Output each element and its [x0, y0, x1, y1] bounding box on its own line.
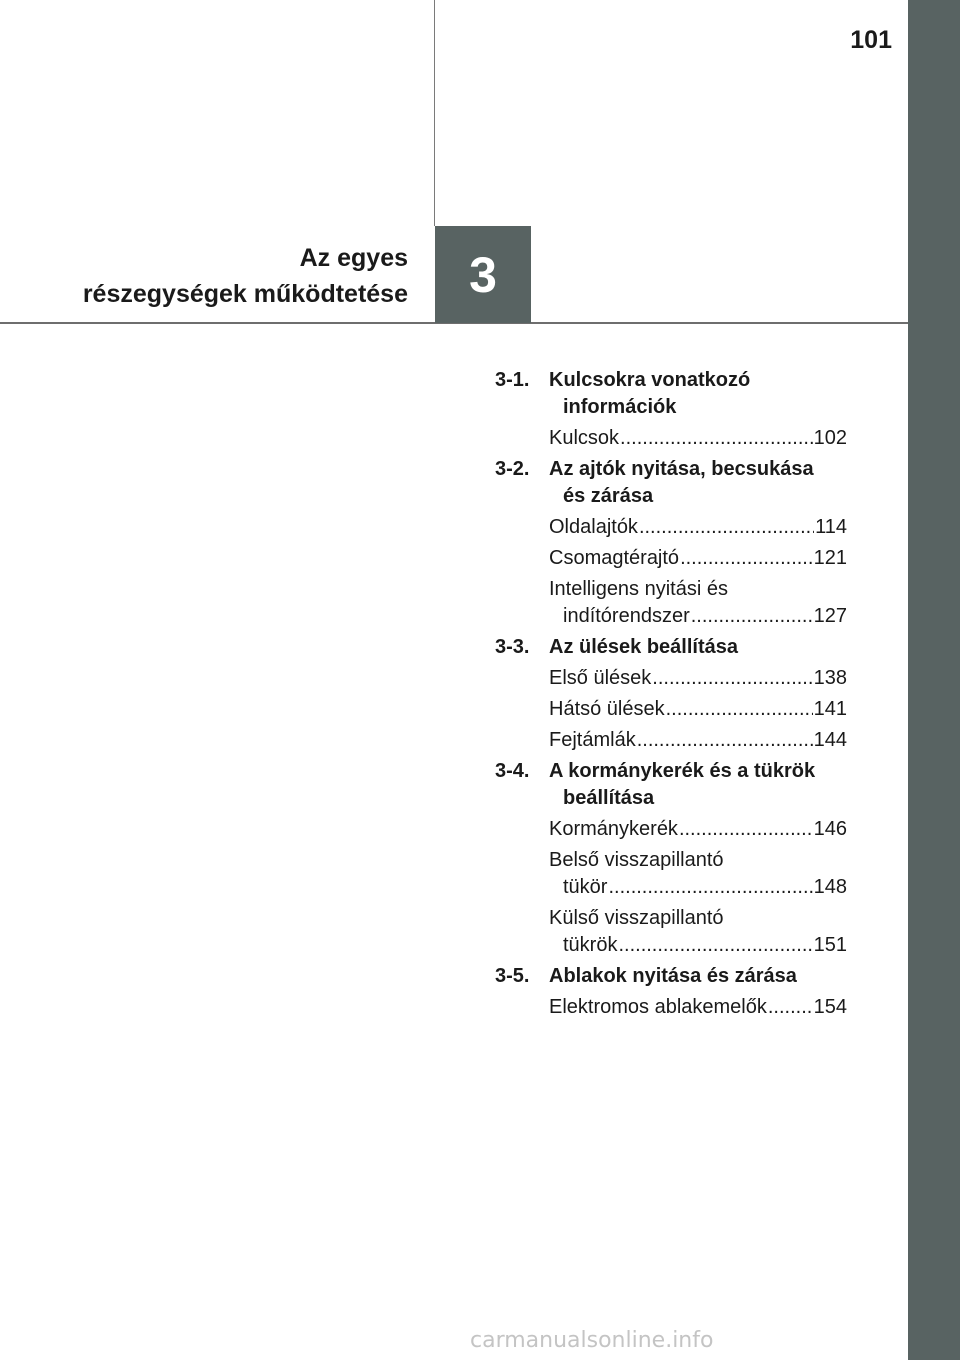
- toc-entry-page: 148: [813, 876, 847, 898]
- chapter-number-badge: 3: [435, 226, 531, 323]
- toc-entry-label: tükrök: [563, 934, 618, 956]
- toc-section-heading[interactable]: [495, 456, 847, 510]
- toc-section: [495, 456, 847, 630]
- toc-leader-dots: [620, 425, 813, 452]
- toc-section-title: Az ülések beállítása: [549, 636, 738, 658]
- toc-entry[interactable]: [495, 994, 847, 1021]
- toc-entry-label: Kormánykerék: [549, 818, 678, 840]
- toc-section: [495, 963, 847, 1021]
- toc-entry-page: 114: [815, 516, 847, 538]
- toc-entry[interactable]: [495, 545, 847, 572]
- page-number: 101: [850, 26, 892, 54]
- toc-leader-dots: [691, 603, 813, 630]
- toc-leader-dots: [637, 727, 813, 754]
- toc-leader-dots: [679, 816, 813, 843]
- toc-section-number: 3-2.: [495, 458, 530, 480]
- toc-section-title: Ablakok nyitása és zárása: [549, 965, 797, 987]
- toc-section: [495, 758, 847, 959]
- toc-entry-label-first-line: Intelligens nyitási és: [549, 578, 728, 600]
- toc-entry-label: Első ülések: [549, 667, 652, 689]
- header-divider-vertical: [434, 0, 435, 226]
- watermark: carmanualsonline.info: [470, 1328, 714, 1353]
- toc-entry[interactable]: [495, 905, 847, 959]
- toc-entry-label-first-line: Külső visszapillantó: [549, 907, 724, 929]
- toc-entry[interactable]: [495, 847, 847, 901]
- toc-entry-label: Csomagtérajtó: [549, 547, 680, 569]
- toc-entry-label: Hátsó ülések: [549, 698, 665, 720]
- table-of-contents: [495, 367, 847, 1025]
- toc-entry-page: 121: [813, 547, 847, 569]
- toc-leader-dots: [666, 696, 813, 723]
- toc-entry-page: 151: [813, 934, 847, 956]
- toc-leader-dots: [608, 874, 812, 901]
- toc-section-number: 3-5.: [495, 965, 530, 987]
- toc-entry[interactable]: [495, 816, 847, 843]
- toc-section-number: 3-3.: [495, 636, 530, 658]
- toc-entry-page: 154: [813, 996, 847, 1018]
- toc-leader-dots: [618, 932, 812, 959]
- toc-leader-dots: [652, 665, 812, 692]
- toc-entry[interactable]: [495, 514, 847, 541]
- toc-entry[interactable]: [495, 425, 847, 452]
- toc-section: [495, 367, 847, 452]
- chapter-title-line-2: részegységek működtetése: [82, 280, 408, 308]
- toc-entry-page: 138: [813, 667, 847, 689]
- toc-entry-page: 141: [813, 698, 847, 720]
- toc-section-title: A kormánykerék és a tükrök beállítása: [549, 760, 816, 809]
- toc-entry-label: Elektromos ablakemelők: [549, 996, 767, 1018]
- toc-section-number: 3-1.: [495, 369, 530, 391]
- toc-entry-page: 127: [813, 605, 847, 627]
- toc-entry-label: Kulcsok: [549, 427, 620, 449]
- toc-entry[interactable]: [495, 576, 847, 630]
- toc-entry-page: 144: [813, 729, 847, 751]
- toc-section: [495, 634, 847, 754]
- toc-section-heading[interactable]: [495, 634, 847, 661]
- toc-entry-page: 146: [813, 818, 847, 840]
- toc-entry-label: Oldalajtók: [549, 516, 638, 538]
- toc-entry-page: 102: [813, 427, 847, 449]
- chapter-title: [83, 240, 408, 312]
- toc-entry[interactable]: [495, 665, 847, 692]
- toc-section-number: 3-4.: [495, 760, 530, 782]
- toc-entry[interactable]: [495, 696, 847, 723]
- toc-section-heading[interactable]: [495, 367, 847, 421]
- toc-entry-label-first-line: Belső visszapillantó: [549, 849, 724, 871]
- chapter-side-tab: [908, 0, 960, 1360]
- toc-entry-label: Fejtámlák: [549, 729, 636, 751]
- toc-leader-dots: [639, 514, 814, 541]
- toc-leader-dots: [680, 545, 813, 572]
- toc-entry[interactable]: [495, 727, 847, 754]
- toc-entry-label: indítórendszer: [563, 605, 690, 627]
- toc-entry-label: tükör: [563, 876, 608, 898]
- chapter-title-line-1: Az egyes: [299, 244, 408, 272]
- toc-section-title: Az ajtók nyitása, becsukása és zárása: [549, 458, 814, 507]
- toc-section-title: Kulcsokra vonatkozó információk: [549, 369, 751, 418]
- toc-section-heading[interactable]: [495, 963, 847, 990]
- toc-section-heading[interactable]: [495, 758, 847, 812]
- toc-leader-dots: [768, 994, 813, 1021]
